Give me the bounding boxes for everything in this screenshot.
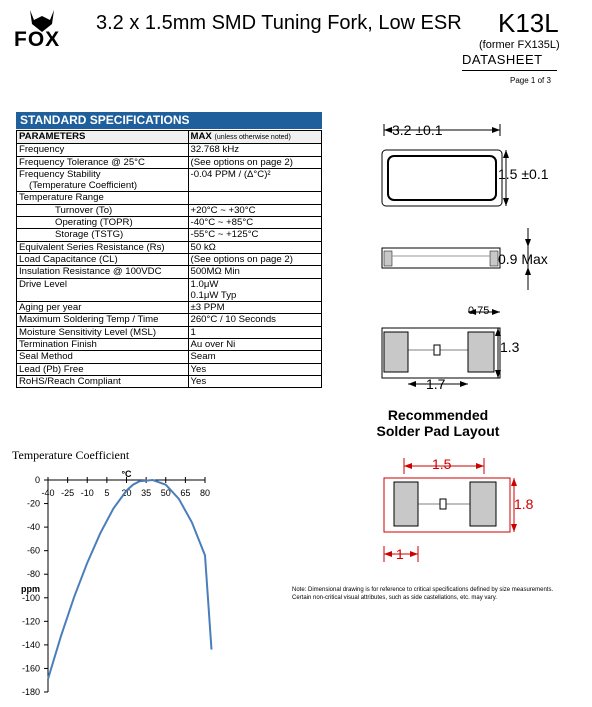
rec-title-1: Recommended — [387, 407, 489, 423]
x-tick-label: 80 — [199, 488, 211, 498]
spec-param: Maximum Soldering Temp / Time — [17, 314, 189, 326]
spec-value: Yes — [188, 363, 321, 375]
chart-title: Temperature Coefficient — [12, 448, 130, 462]
spec-row — [17, 229, 322, 241]
y-tick-label: -80 — [26, 569, 40, 580]
spec-value: 500MΩ Min — [188, 266, 321, 278]
spec-value: Au over Ni — [188, 339, 321, 351]
spec-value: (See options on page 2) — [188, 156, 321, 168]
spec-param: Frequency Tolerance @ 25°C — [17, 156, 189, 168]
temperature-chart — [0, 460, 240, 705]
x-axis-label: °C — [121, 469, 132, 479]
y-tick-label: -120 — [21, 616, 40, 627]
spec-value: Yes — [188, 375, 321, 387]
series-line — [48, 480, 212, 679]
header-rule — [462, 70, 557, 71]
specs-table — [16, 130, 322, 388]
spec-row — [17, 302, 322, 314]
spec-row — [17, 339, 322, 351]
spec-row — [17, 351, 322, 363]
spec-row — [17, 241, 322, 253]
page-number: Page 1 of 3 — [510, 76, 551, 85]
spec-param: Insulation Resistance @ 100VDC — [17, 266, 189, 278]
x-tick-label: -40 — [41, 488, 55, 498]
specs-title: STANDARD SPECIFICATIONS — [16, 112, 322, 129]
spec-param: Storage (TSTG) — [17, 229, 189, 241]
spec-value: 1 — [188, 326, 321, 338]
spec-row — [17, 217, 322, 229]
spec-value: -55°C ~ +125°C — [188, 229, 321, 241]
rec-height: 1.8 — [514, 496, 534, 512]
spec-param: Frequency Stability (Temperature Coefficient) — [17, 168, 189, 192]
dim-height: 0.9 Max — [498, 251, 548, 267]
note-line-1: Note: Dimensional drawing is for reference to critical specifications defined by size measurements. — [292, 587, 554, 593]
dimension-note — [292, 586, 592, 602]
x-tick-label: 50 — [160, 488, 171, 498]
spec-value — [188, 192, 321, 204]
dim-pad-width: 0.75 — [468, 305, 490, 317]
spec-value: (See options on page 2) — [188, 253, 321, 265]
logo-text: FOX — [14, 28, 61, 51]
doc-type: DATASHEET — [462, 52, 543, 67]
spec-row — [17, 314, 322, 326]
spec-param: Moisture Sensitivity Level (MSL) — [17, 326, 189, 338]
y-axis-label: ppm — [21, 584, 40, 594]
spec-param: Drive Level — [17, 278, 189, 302]
spec-param: Equivalent Series Resistance (Rs) — [17, 241, 189, 253]
x-tick-label: 20 — [121, 488, 132, 498]
spec-row — [17, 363, 322, 375]
spec-param: Lead (Pb) Free — [17, 363, 189, 375]
col-param-header: PARAMETERS — [17, 131, 189, 144]
spec-param: Operating (TOPR) — [17, 217, 189, 229]
spec-row — [17, 144, 322, 156]
spec-value: Seam — [188, 351, 321, 363]
spec-row — [17, 253, 322, 265]
dim-pad-span: 1.7 — [426, 376, 446, 392]
spec-row — [17, 192, 322, 204]
spec-row — [17, 156, 322, 168]
spec-value: 32.768 kHz — [188, 144, 321, 156]
x-tick-label: -10 — [80, 488, 94, 498]
part-number: K13L — [498, 8, 559, 38]
spec-row — [17, 266, 322, 278]
spec-row — [17, 326, 322, 338]
spec-value: ±3 PPM — [188, 302, 321, 314]
rec-span: 1.5 — [432, 456, 452, 472]
spec-param: Load Capacitance (CL) — [17, 253, 189, 265]
y-tick-label: -40 — [26, 522, 40, 533]
x-tick-label: -25 — [61, 488, 75, 498]
x-tick-label: 5 — [104, 488, 110, 498]
spec-value: 260°C / 10 Seconds — [188, 314, 321, 326]
x-tick-label: 35 — [141, 488, 152, 498]
dim-width: 1.5 ±0.1 — [498, 166, 549, 182]
dim-length: 3.2 ±0.1 — [392, 122, 443, 138]
spec-param: Frequency — [17, 144, 189, 156]
dimension-drawings — [370, 110, 592, 440]
y-tick-label: -180 — [21, 687, 40, 697]
specs-header-row — [17, 131, 322, 144]
spec-param: Seal Method — [17, 351, 189, 363]
y-tick-label: -100 — [21, 592, 40, 603]
spec-row — [17, 168, 322, 192]
former-part: (former FX135L) — [479, 39, 560, 51]
spec-param: Temperature Range — [17, 192, 189, 204]
pad-layout-drawing — [360, 450, 560, 580]
y-tick-label: -140 — [21, 639, 40, 650]
note-line-2: Certain non-critical visual attributes, such as side castellations, etc. may vary. — [292, 595, 497, 601]
col-max-header: MAX (unless otherwise noted) — [188, 131, 321, 144]
x-tick-label: 65 — [180, 488, 191, 498]
page-title: 3.2 x 1.5mm SMD Tuning Fork, Low ESR — [96, 12, 462, 34]
spec-value: +20°C ~ +30°C — [188, 204, 321, 216]
spec-param: Aging per year — [17, 302, 189, 314]
rec-title-2: Solder Pad Layout — [376, 423, 500, 439]
spec-row — [17, 375, 322, 387]
y-tick-label: -60 — [26, 545, 40, 556]
spec-value: 1.0μW 0.1μW Typ — [188, 278, 321, 302]
y-tick-label: -20 — [26, 498, 40, 509]
spec-param: Termination Finish — [17, 339, 189, 351]
spec-param: Turnover (To) — [17, 204, 189, 216]
spec-value: 50 kΩ — [188, 241, 321, 253]
spec-row — [17, 204, 322, 216]
y-tick-label: 0 — [34, 475, 40, 485]
y-tick-label: -160 — [21, 663, 40, 674]
dim-pad-height: 1.3 — [500, 339, 520, 355]
spec-value: -40°C ~ +85°C — [188, 217, 321, 229]
spec-value: -0.04 PPM / (Δ°C)² — [188, 168, 321, 192]
spec-param: RoHS/Reach Compliant — [17, 375, 189, 387]
spec-row — [17, 278, 322, 302]
rec-width: 1 — [396, 546, 404, 562]
